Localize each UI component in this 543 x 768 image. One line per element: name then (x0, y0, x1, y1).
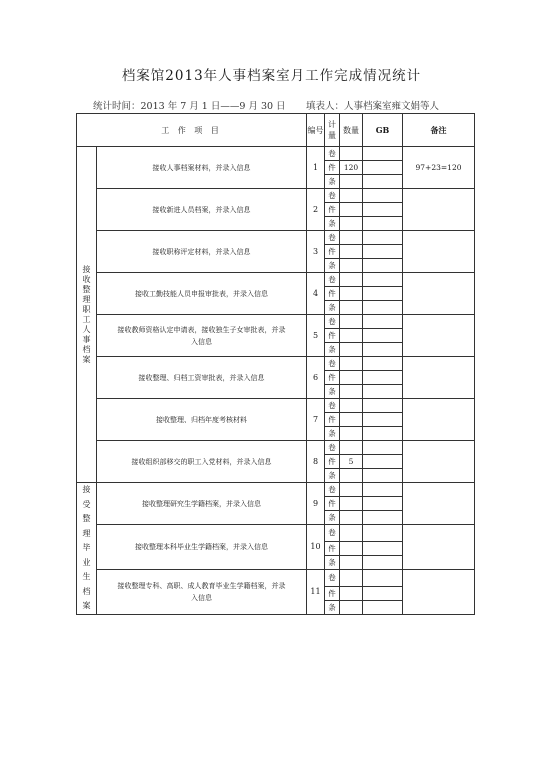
work-item-cell: 接收整理专科、高职、成人教育毕业生学籍档案，并录入信息 (97, 569, 307, 614)
gb-cell (363, 399, 403, 413)
item-number-cell: 7 (307, 399, 325, 441)
gb-cell (363, 273, 403, 287)
gb-cell (363, 245, 403, 259)
unit-cell: 条 (325, 175, 340, 189)
quantity-cell (340, 483, 363, 497)
table-row (77, 147, 475, 161)
table-row (77, 189, 475, 203)
gb-cell (363, 541, 403, 555)
unit-cell: 条 (325, 511, 340, 525)
quantity-cell: 120 (340, 161, 363, 175)
item-number-cell: 9 (307, 483, 325, 525)
work-item-cell: 接收职称评定材料，并录入信息 (97, 231, 307, 273)
note-cell (403, 399, 475, 441)
note-cell (403, 273, 475, 315)
quantity-cell (340, 399, 363, 413)
unit-cell: 条 (325, 343, 340, 357)
note-cell: 97+23=120 (403, 147, 475, 189)
note-cell (403, 525, 475, 570)
quantity-cell (340, 541, 363, 555)
quantity-cell (340, 600, 363, 614)
unit-cell: 卷 (325, 189, 340, 203)
item-number-cell: 10 (307, 525, 325, 570)
work-item-cell: 接收人事档案材料，并录入信息 (97, 147, 307, 189)
unit-cell: 卷 (325, 441, 340, 455)
quantity-cell (340, 273, 363, 287)
quantity-cell (340, 555, 363, 569)
gb-cell (363, 385, 403, 399)
quantity-cell (340, 586, 363, 600)
table-row (77, 569, 475, 586)
page-title: 档案馆2013年人事档案室月工作完成情况统计 (121, 68, 422, 84)
header-unit: 计量 (325, 114, 340, 147)
unit-cell: 条 (325, 469, 340, 483)
item-number-cell: 4 (307, 273, 325, 315)
item-number-cell: 3 (307, 231, 325, 273)
unit-cell: 卷 (325, 483, 340, 497)
quantity-cell (340, 441, 363, 455)
gb-cell (363, 189, 403, 203)
unit-cell: 卷 (325, 147, 340, 161)
gb-cell (363, 203, 403, 217)
unit-cell: 件 (325, 497, 340, 511)
gb-cell (363, 555, 403, 569)
header-number: 编号 (307, 114, 325, 147)
unit-cell: 件 (325, 541, 340, 555)
gb-cell (363, 569, 403, 586)
unit-cell: 条 (325, 217, 340, 231)
gb-cell (363, 175, 403, 189)
unit-cell: 件 (325, 371, 340, 385)
table-row (77, 357, 475, 371)
unit-cell: 卷 (325, 569, 340, 586)
work-item-cell: 接收新进人员档案，并录入信息 (97, 189, 307, 231)
gb-cell (363, 469, 403, 483)
quantity-cell (340, 511, 363, 525)
quantity-cell (340, 231, 363, 245)
table-header-row (77, 114, 475, 147)
work-item-cell: 接收组织部移交的职工入党材料，并录入信息 (97, 441, 307, 483)
quantity-cell (340, 287, 363, 301)
gb-cell (363, 497, 403, 511)
gb-cell (363, 343, 403, 357)
gb-cell (363, 315, 403, 329)
note-cell (403, 441, 475, 483)
quantity-cell (340, 371, 363, 385)
work-item-cell: 接收整理、归档工资审批表，并录入信息 (97, 357, 307, 399)
quantity-cell (340, 343, 363, 357)
work-item-cell: 接收整理研究生学籍档案，并录入信息 (97, 483, 307, 525)
quantity-cell (340, 203, 363, 217)
gb-cell (363, 413, 403, 427)
gb-cell (363, 441, 403, 455)
unit-cell: 条 (325, 600, 340, 614)
quantity-cell (340, 259, 363, 273)
unit-cell: 件 (325, 586, 340, 600)
gb-cell (363, 231, 403, 245)
unit-cell: 件 (325, 161, 340, 175)
item-number-cell: 1 (307, 147, 325, 189)
quantity-cell (340, 329, 363, 343)
category-label-text: 接收整理职工人事档案 (82, 264, 91, 364)
unit-cell: 件 (325, 329, 340, 343)
table-row (77, 525, 475, 542)
unit-cell: 件 (325, 287, 340, 301)
gb-cell (363, 357, 403, 371)
unit-cell: 件 (325, 245, 340, 259)
table-body (77, 147, 475, 615)
gb-cell (363, 287, 403, 301)
quantity-cell (340, 413, 363, 427)
header-note: 备注 (403, 114, 475, 147)
item-number-cell: 8 (307, 441, 325, 483)
quantity-cell: 5 (340, 455, 363, 469)
quantity-cell (340, 189, 363, 203)
unit-cell: 条 (325, 301, 340, 315)
note-cell (403, 483, 475, 525)
work-item-cell: 接收教师资格认定申请表，接收独生子女审批表，并录入信息 (97, 315, 307, 357)
unit-cell: 卷 (325, 273, 340, 287)
unit-cell: 卷 (325, 357, 340, 371)
gb-cell (363, 586, 403, 600)
category-label (77, 147, 97, 483)
quantity-cell (340, 217, 363, 231)
quantity-cell (340, 357, 363, 371)
gb-cell (363, 455, 403, 469)
item-number-cell: 11 (307, 569, 325, 614)
unit-cell: 件 (325, 413, 340, 427)
work-item-cell: 接收工勤技能人员申报审批表，并录入信息 (97, 273, 307, 315)
quantity-cell (340, 497, 363, 511)
header-work-item: 工 作 项 目 (77, 114, 307, 147)
note-cell (403, 315, 475, 357)
gb-cell (363, 483, 403, 497)
quantity-cell (340, 525, 363, 542)
gb-cell (363, 161, 403, 175)
table-row (77, 273, 475, 287)
unit-cell: 条 (325, 555, 340, 569)
quantity-cell (340, 245, 363, 259)
quantity-cell (340, 427, 363, 441)
statistics-period: 统计时间：2013 年 7 月 1 日——9 月 30 日 (93, 101, 286, 112)
gb-cell (363, 600, 403, 614)
quantity-cell (340, 315, 363, 329)
quantity-cell (340, 175, 363, 189)
item-number-cell: 2 (307, 189, 325, 231)
unit-cell: 件 (325, 455, 340, 469)
category-label-text: 接受整理毕业生档案 (82, 485, 91, 610)
gb-cell (363, 217, 403, 231)
gb-cell (363, 511, 403, 525)
header-gb: GB (363, 114, 403, 147)
unit-cell: 条 (325, 427, 340, 441)
table-row (77, 315, 475, 329)
category-label (77, 483, 97, 615)
unit-cell: 卷 (325, 525, 340, 542)
form-filler: 填表人：人事档案室雍文娟等人 (306, 101, 440, 112)
unit-cell: 卷 (325, 399, 340, 413)
unit-cell: 卷 (325, 315, 340, 329)
quantity-cell (340, 301, 363, 315)
gb-cell (363, 525, 403, 542)
gb-cell (363, 301, 403, 315)
gb-cell (363, 147, 403, 161)
note-cell (403, 189, 475, 231)
work-item-cell: 接收整理本科毕业生学籍档案，并录入信息 (97, 525, 307, 570)
work-item-cell: 接收整理、归档年度考核材料 (97, 399, 307, 441)
item-number-cell: 6 (307, 357, 325, 399)
unit-cell: 卷 (325, 231, 340, 245)
note-cell (403, 231, 475, 273)
unit-cell: 条 (325, 385, 340, 399)
unit-cell: 件 (325, 203, 340, 217)
unit-cell: 条 (325, 259, 340, 273)
quantity-cell (340, 469, 363, 483)
gb-cell (363, 427, 403, 441)
quantity-cell (340, 147, 363, 161)
gb-cell (363, 259, 403, 273)
quantity-cell (340, 569, 363, 586)
gb-cell (363, 371, 403, 385)
statistics-table (76, 113, 475, 615)
item-number-cell: 5 (307, 315, 325, 357)
quantity-cell (340, 385, 363, 399)
table-row (77, 399, 475, 413)
table-row (77, 441, 475, 455)
header-quantity: 数量 (340, 114, 363, 147)
table-row (77, 483, 475, 497)
table-row (77, 231, 475, 245)
note-cell (403, 569, 475, 614)
note-cell (403, 357, 475, 399)
gb-cell (363, 329, 403, 343)
